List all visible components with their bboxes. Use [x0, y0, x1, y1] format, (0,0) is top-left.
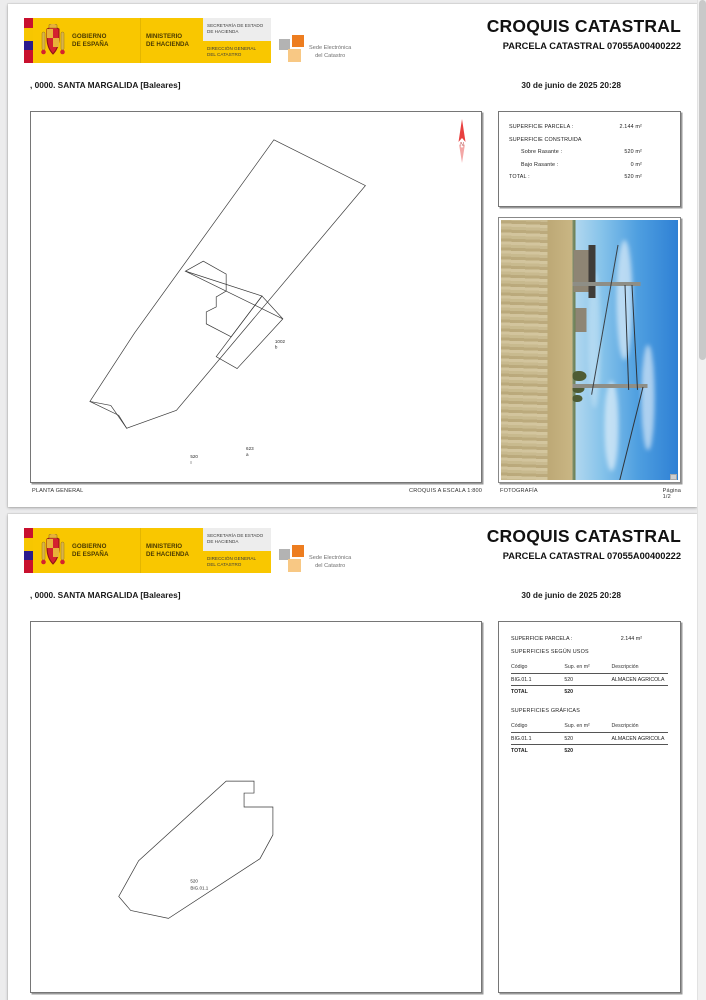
secretaria-block: [203, 18, 271, 63]
cell-codigo: BIG.01.1: [511, 674, 564, 686]
surface-parcela-row-page2: [511, 636, 668, 642]
timestamp-label-page2: 30 de junio de 2025 20:28: [521, 590, 621, 600]
plan-label-code-1: a: [246, 452, 249, 458]
plan-label-group: [190, 339, 285, 465]
usage-surfaces-panel: [498, 621, 681, 993]
caption-fotografia: FOTOGRAFÍA: [500, 488, 538, 494]
document-title-block: [487, 16, 681, 51]
secretaria-label-page2: SECRETARÍA DE ESTADO DE HACIENDA: [203, 528, 271, 551]
spain-flag-emblem: [24, 18, 271, 63]
surface-sobre-rasante-row: [509, 149, 670, 155]
total-label: TOTAL: [511, 689, 528, 695]
surface-parcela-value: 2.144 m²: [619, 124, 642, 130]
caption-planta-general: PLANTA GENERAL: [32, 488, 84, 494]
table-header-row-graficas: [511, 723, 668, 733]
plan-label-area-0: 1002: [274, 338, 286, 344]
ministerio-block-page2: [141, 528, 203, 573]
secretaria-block-page2: [203, 528, 271, 573]
sede-squares-icon: [279, 35, 305, 63]
parcel-plan-svg-page2: [31, 622, 481, 992]
header-codigo-graficas: Código: [511, 723, 564, 733]
ministerio-label: MINISTERIO DE HACIENDA: [146, 32, 189, 48]
government-logo: [24, 18, 351, 63]
caption-scale: CROQUIS A ESCALA 1:800: [409, 488, 482, 494]
surface-construida-label: SUPERFICIE CONSTRUIDA: [509, 136, 582, 143]
page-title: CROQUIS CATASTRAL: [486, 16, 681, 36]
table-row: [511, 674, 668, 686]
total-label-graficas: TOTAL: [511, 748, 528, 754]
table-superficies-usos: [511, 664, 668, 697]
cell-desc-graficas: ALMACEN AGRICOLA: [611, 733, 668, 745]
parcel-photograph-frame: [498, 217, 681, 483]
cell-codigo-graficas: BIG.01.1: [511, 733, 564, 745]
total-value-graficas: 520: [564, 748, 574, 754]
cell-sup: 520: [564, 674, 611, 686]
surface-total-label: TOTAL :: [509, 174, 530, 180]
ministerio-block: [141, 18, 203, 63]
page-2: [8, 514, 697, 1000]
surface-bajo-rasante-row: [509, 162, 670, 168]
vertical-scrollbar[interactable]: [697, 0, 706, 1000]
plan2-label-code: BIG.01.1: [190, 885, 209, 891]
page2-header: [8, 514, 697, 586]
surface-parcela-value-page2: 2.144 m²: [620, 636, 642, 642]
surface-construida-row: [509, 137, 670, 143]
table-superficies-graficas: [511, 723, 668, 756]
surface-parcela-row: [509, 124, 670, 130]
direccion-label-page2: DIRECCIÓN GENERAL DEL CATASTRO: [203, 551, 271, 574]
section-title-graficas: SUPERFICIES GRÁFICAS: [511, 708, 580, 714]
sede-electronica-logo-page2: [271, 528, 351, 573]
page-header: [8, 4, 697, 76]
header-sup-graficas: Sup. en m²: [564, 723, 611, 733]
section-title-usos: SUPERFICIES SEGÚN USOS: [511, 649, 589, 655]
north-arrow-icon: [451, 118, 473, 164]
sede-squares-icon-page2: [279, 545, 305, 573]
table-total-row-graficas: [511, 745, 668, 757]
header-desc-graficas: Descripción: [611, 723, 668, 733]
table-row-graficas: [511, 733, 668, 745]
scrollbar-thumb[interactable]: [699, 0, 706, 360]
header-codigo: Código: [511, 664, 564, 674]
plan-drawing-frame-page2: [30, 621, 482, 993]
bajo-rasante-value: 0 m²: [630, 161, 642, 168]
municipality-label-page2: , 0000. SANTA MARGALIDA [Baleares]: [30, 590, 181, 600]
page-title-page2: CROQUIS CATASTRAL: [486, 526, 681, 546]
gobierno-block: [33, 18, 141, 63]
surface-parcela-label: SUPERFICIE PARCELA :: [509, 124, 574, 130]
spain-flag-emblem-page2: [24, 528, 271, 573]
cell-sup-graficas: 520: [564, 733, 611, 745]
plan2-label-area: 520: [190, 878, 198, 884]
header-sup: Sup. en m²: [564, 664, 611, 674]
parcel-photograph: [501, 220, 678, 480]
surface-data-panel: [498, 111, 681, 207]
gobierno-label: GOBIERNO DE ESPAÑA: [72, 32, 109, 48]
gobierno-block-page2: [33, 528, 141, 573]
sobre-rasante-value: 520 m²: [624, 149, 642, 155]
svg-text:N: N: [460, 142, 464, 148]
plan-label-group-page2: [190, 879, 208, 891]
plan-label-area-2: 520: [190, 454, 198, 460]
ministerio-label-page2: MINISTERIO DE HACIENDA: [146, 542, 189, 558]
coat-of-arms-icon: [38, 24, 68, 58]
parcel-reference: PARCELA CATASTRAL 07055A00400222: [502, 41, 681, 51]
surface-total-value: 520 m²: [624, 174, 642, 180]
parcel-reference-page2: PARCELA CATASTRAL 07055A00400222: [502, 551, 681, 561]
photo-watermark-icon: [670, 474, 677, 480]
document-title-block-page2: [487, 526, 681, 561]
municipality-label: , 0000. SANTA MARGALIDA [Baleares]: [30, 80, 181, 90]
direccion-label: DIRECCIÓN GENERAL DEL CATASTRO: [203, 41, 271, 64]
subheader: [8, 80, 697, 102]
table-total-row: [511, 686, 668, 698]
flag-stripes-icon-page2: [24, 528, 33, 573]
plan-label-code-2: I: [190, 460, 192, 466]
plan-label-code-0: b: [274, 344, 278, 350]
total-value: 520: [564, 689, 574, 695]
sobre-rasante-label: Sobre Rasante :: [521, 149, 563, 155]
flag-stripes-icon: [24, 18, 33, 63]
caption-page-number: Página 1/2: [662, 488, 681, 500]
plan-drawing-frame: [30, 111, 482, 483]
sede-label: Sede Electrónica del Catastro: [309, 45, 352, 60]
plan-label-area-1: 623: [246, 446, 254, 452]
subheader-page2: [8, 590, 697, 612]
sede-electronica-logo: [271, 18, 351, 63]
page-1: [8, 4, 697, 507]
surface-parcela-label-page2: SUPERFICIE PARCELA :: [511, 636, 573, 642]
secretaria-label: SECRETARÍA DE ESTADO DE HACIENDA: [203, 18, 271, 41]
header-desc: Descripción: [611, 664, 668, 674]
gobierno-label-page2: GOBIERNO DE ESPAÑA: [72, 542, 109, 558]
coat-of-arms-icon-page2: [38, 534, 68, 568]
cell-desc: ALMACEN AGRICOLA: [611, 674, 668, 686]
surface-total-row: [509, 174, 670, 180]
government-logo-page2: [24, 528, 351, 573]
timestamp-label: 30 de junio de 2025 20:28: [521, 80, 621, 90]
sede-label-page2: Sede Electrónica del Catastro: [309, 555, 352, 570]
bajo-rasante-label: Bajo Rasante :: [521, 161, 559, 168]
parcel-plan-svg: [31, 112, 481, 482]
table-header-row: [511, 664, 668, 674]
